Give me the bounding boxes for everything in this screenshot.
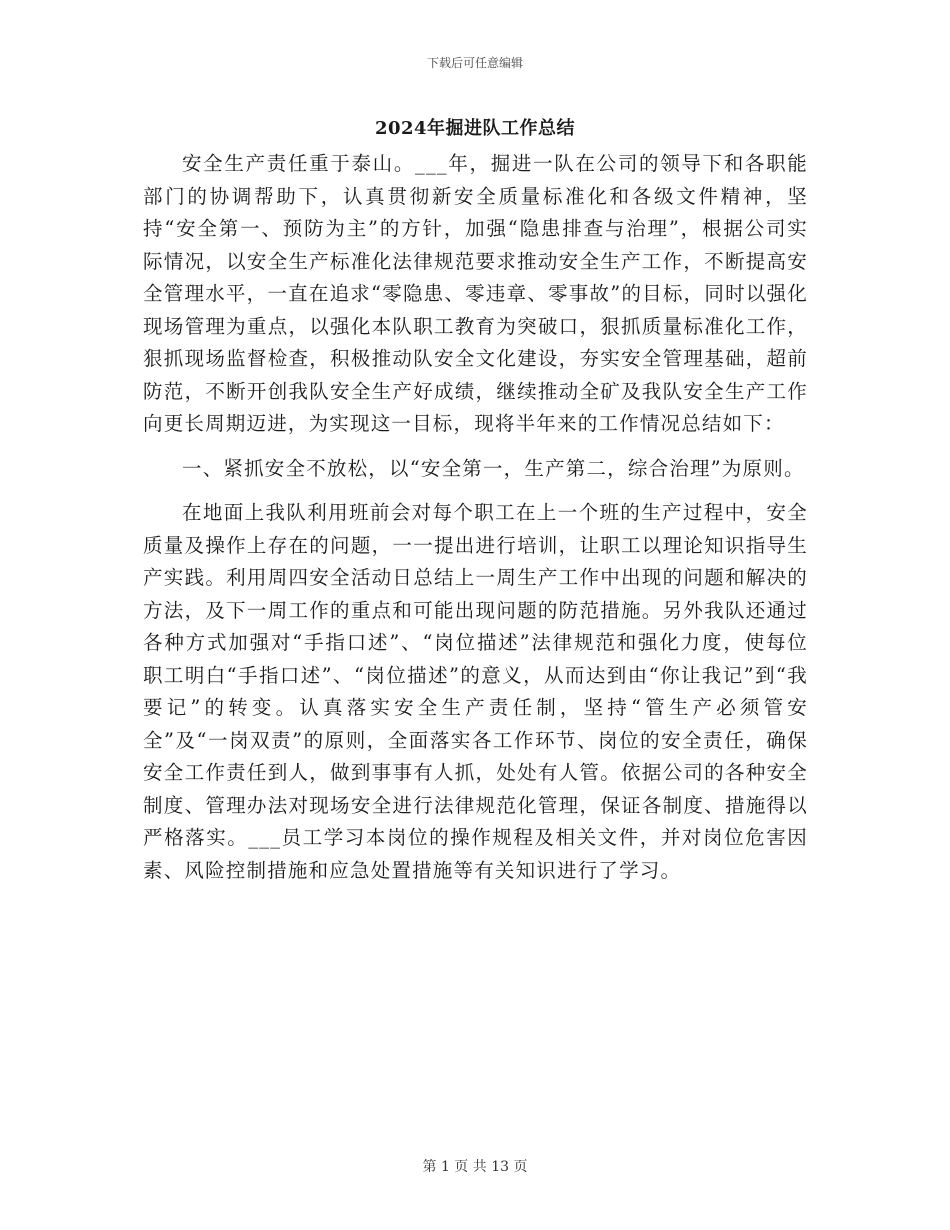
paragraph-intro: 安全生产责任重于泰山。___年，掘进一队在公司的领导下和各职能部门的协调帮助下，认真贯彻新安全质量标准化和各级文件精神，坚持“安全第一、预防为主”的方针，加强“隐患排查与治理”，根据公司实际情况，以安全生产标准化法律规范要求推动安全生产工作，不断提高安全管理水平，一直在追求“零隐患、零违章、零事故”的目标，同时以强化现场管理为重点，以强化本队职工教育为突破口，狠抓质量标准化工作，狠抓现场监督检查，积极推动队安全文化建设，夯实安全管理基础，超前防范，不断开创我队安全生产好成绩，继续推动全矿及我队安全生产工作向更长周期迈进，为实现这一目标，现将半年来的工作情况总结如下：	[143, 152, 808, 435]
document-title: 2024年掘进队工作总结	[374, 118, 576, 139]
paragraph-section-heading: 一、紧抓安全不放松，以“安全第一，生产第二，综合治理”为原则。	[182, 456, 805, 480]
page-header-note: 下载后可任意编辑	[426, 56, 523, 70]
page-number: 第 1 页 共 13 页	[422, 1159, 528, 1175]
document-body	[143, 148, 808, 887]
paragraph-details: 在地面上我队利用班前会对每个职工在上一个班的生产过程中，安全质量及操作上存在的问题，一一提出进行培训，让职工以理论知识指导生产实践。利用周四安全活动日总结上一周生产工作中出现的问题和解决的方法，及下一周工作的重点和可能出现问题的防范措施。另外我队还通过各种方式加强对“手指口述”、“岗位描述”法律规范和强化力度，使每位职工明白“手指口述”、“岗位描述”的意义，从而达到由“你让我记”到“我要记”的转变。认真落实安全生产责任制，坚持“管生产必须管安全”及“一岗双责”的原则，全面落实各工作环节、岗位的安全责任，确保安全工作责任到人，做到事事有人抓，处处有人管。依据公司的各种安全制度、管理办法对现场安全进行法律规范化管理，保证各制度、措施得以严格落实。___员工学习本岗位的操作规程及相关文件，并对岗位危害因素、风险控制措施和应急处置措施等有关知识进行了学习。	[143, 501, 808, 882]
